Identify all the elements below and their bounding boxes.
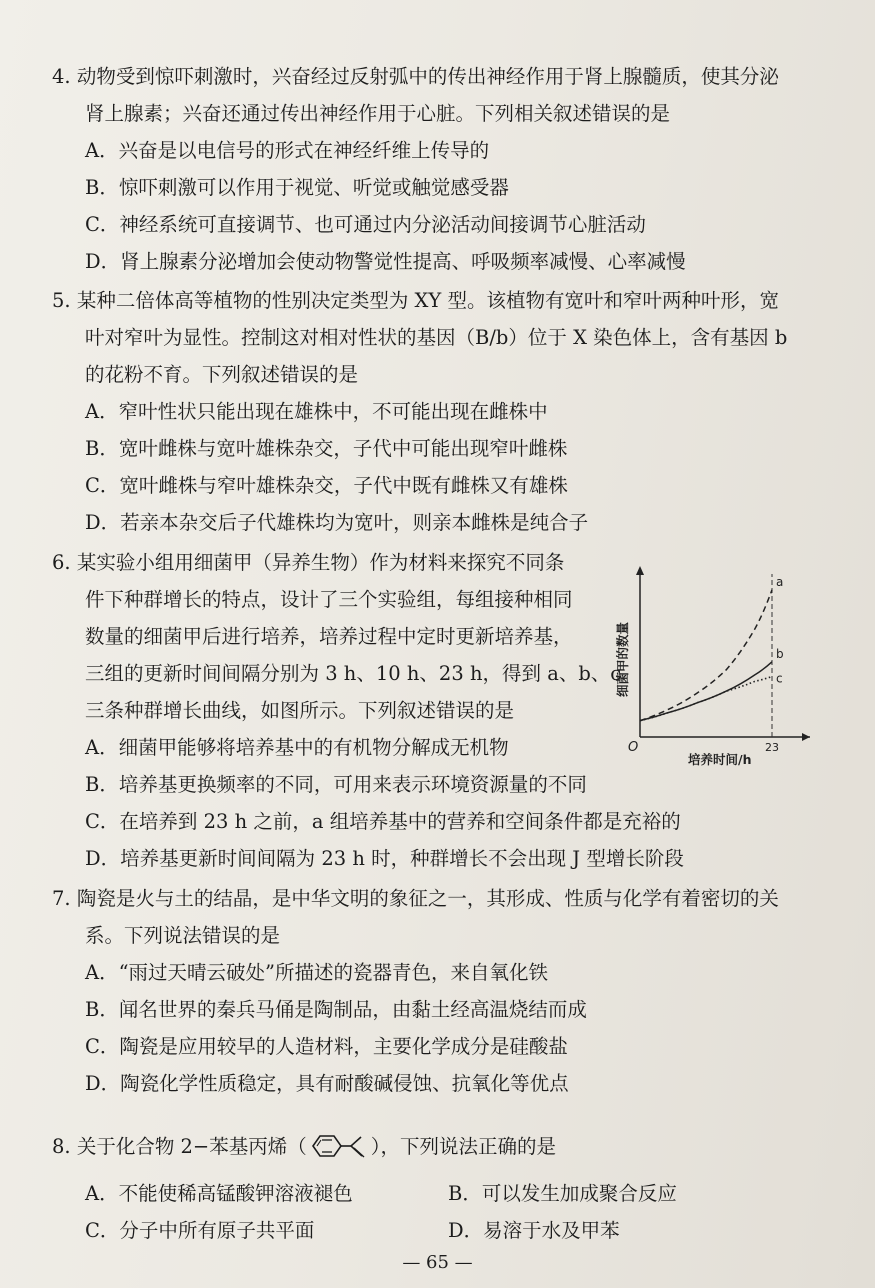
question-7 — [52, 880, 779, 1102]
option-b: B．惊吓刺激可以作用于视觉、听觉或触觉感受器 — [85, 176, 509, 199]
series-label-c: c — [776, 671, 783, 686]
question-stem: 陶瓷是火与土的结晶，是中华文明的象征之一，其形成、性质与化学有着密切的关 — [76, 887, 779, 910]
option-d: D．肾上腺素分泌增加会使动物警觉性提高、呼吸频率减慢、心率减慢 — [85, 250, 686, 273]
option-c: C．陶瓷是应用较早的人造材料，主要化学成分是硅酸盐 — [85, 1035, 568, 1058]
question-stem-cont: 的花粉不育。下列叙述错误的是 — [85, 363, 359, 386]
option-a: A．“雨过天晴云破处”所描述的瓷器青色，来自氧化铁 — [85, 961, 549, 984]
question-number: 5. — [52, 289, 71, 312]
option-a: A．不能使稀高锰酸钾溶液褪色 — [85, 1182, 353, 1205]
question-stem-cont: 三条种群增长曲线，如图所示。下列叙述错误的是 — [85, 699, 515, 722]
x-axis-arrow — [802, 733, 810, 741]
question-stem: 动物受到惊吓刺激时，兴奋经过反射弧中的传出神经作用于肾上腺髓质，使其分泌 — [76, 65, 779, 88]
question-stem-cont: 肾上腺素；兴奋还通过传出神经作用于心脏。下列相关叙述错误的是 — [85, 102, 671, 125]
question-stem: 某种二倍体高等植物的性别决定类型为 XY 型。该植物有宽叶和窄叶两种叶形，宽 — [76, 289, 779, 312]
question-6 — [52, 544, 684, 877]
option-b: B．闻名世界的秦兵马俑是陶制品，由黏土经高温烧结而成 — [85, 998, 587, 1021]
option-d: D．若亲本杂交后子代雄株均为宽叶，则亲本雌株是纯合子 — [85, 511, 589, 534]
y-axis-arrow — [636, 566, 644, 575]
question-number: 7. — [52, 887, 71, 910]
option-b: B．可以发生加成聚合反应 — [448, 1182, 677, 1205]
option-c: C．在培养到 23 h 之前，a 组培养基中的营养和空间条件都是充裕的 — [85, 810, 681, 833]
question-stem-cont: ），下列说法正确的是 — [370, 1135, 557, 1158]
page-number: — 65 — — [402, 1252, 473, 1273]
question-8 — [52, 1128, 556, 1165]
question-stem-cont: 数量的细菌甲后进行培养，培养过程中定时更新培养基， — [85, 625, 573, 648]
question-number: 8. — [52, 1135, 71, 1158]
series-line-a — [640, 590, 772, 721]
series-label-a: a — [776, 574, 784, 589]
series-line-b — [640, 662, 772, 721]
x-axis-label: 培养时间/h — [688, 752, 752, 767]
option-c: C．宽叶雌株与窄叶雄株杂交，子代中既有雌株又有雄株 — [85, 474, 568, 497]
option-d: D．培养基更新时间间隔为 23 h 时，种群增长不会出现 J 型增长阶段 — [85, 847, 684, 870]
question-5 — [52, 282, 787, 541]
question-stem-cont: 三组的更新时间间隔分别为 3 h、10 h、23 h，得到 a、b、c — [85, 662, 622, 685]
option-a: A．兴奋是以电信号的形式在神经纤维上传导的 — [85, 139, 490, 162]
question-stem: 某实验小组用细菌甲（异养生物）作为材料来探究不同条 — [76, 551, 565, 574]
option-b: B．培养基更换频率的不同，可用来表示环境资源量的不同 — [85, 773, 587, 796]
option-a: A．细菌甲能够将培养基中的有机物分解成无机物 — [85, 736, 509, 759]
option-d: D．陶瓷化学性质稳定，具有耐酸碱侵蚀、抗氧化等优点 — [85, 1072, 569, 1095]
option-c: C．神经系统可直接调节、也可通过内分泌活动间接调节心脏活动 — [85, 213, 646, 236]
question-number: 6. — [52, 551, 71, 574]
origin-label: O — [628, 740, 639, 755]
series-label-b: b — [776, 646, 784, 661]
x-tick-label: 23 — [765, 741, 779, 754]
question-stem: 关于化合物 2−苯基丙烯（ — [76, 1135, 307, 1158]
growth-curve-chart — [610, 562, 815, 777]
question-stem-cont: 件下种群增长的特点，设计了三个实验组，每组接种相同 — [85, 588, 573, 611]
question-stem-cont: 叶对窄叶为显性。控制这对相对性状的基因（B/b）位于 X 染色体上，含有基因 b — [85, 326, 788, 349]
question-number: 4. — [52, 65, 71, 88]
question-stem-cont: 系。下列说法错误的是 — [85, 924, 281, 947]
option-c: C．分子中所有原子共平面 — [85, 1219, 315, 1242]
option-d: D．易溶于水及甲苯 — [448, 1219, 620, 1242]
option-b: B．宽叶雌株与宽叶雄株杂交，子代中可能出现窄叶雌株 — [85, 437, 568, 460]
option-a: A．窄叶性状只能出现在雄株中，不可能出现在雌株中 — [85, 400, 548, 423]
phenylpropene-structure-icon — [307, 1133, 371, 1159]
y-axis-label: 细菌甲的数量 — [615, 621, 630, 697]
question-4 — [52, 58, 779, 280]
